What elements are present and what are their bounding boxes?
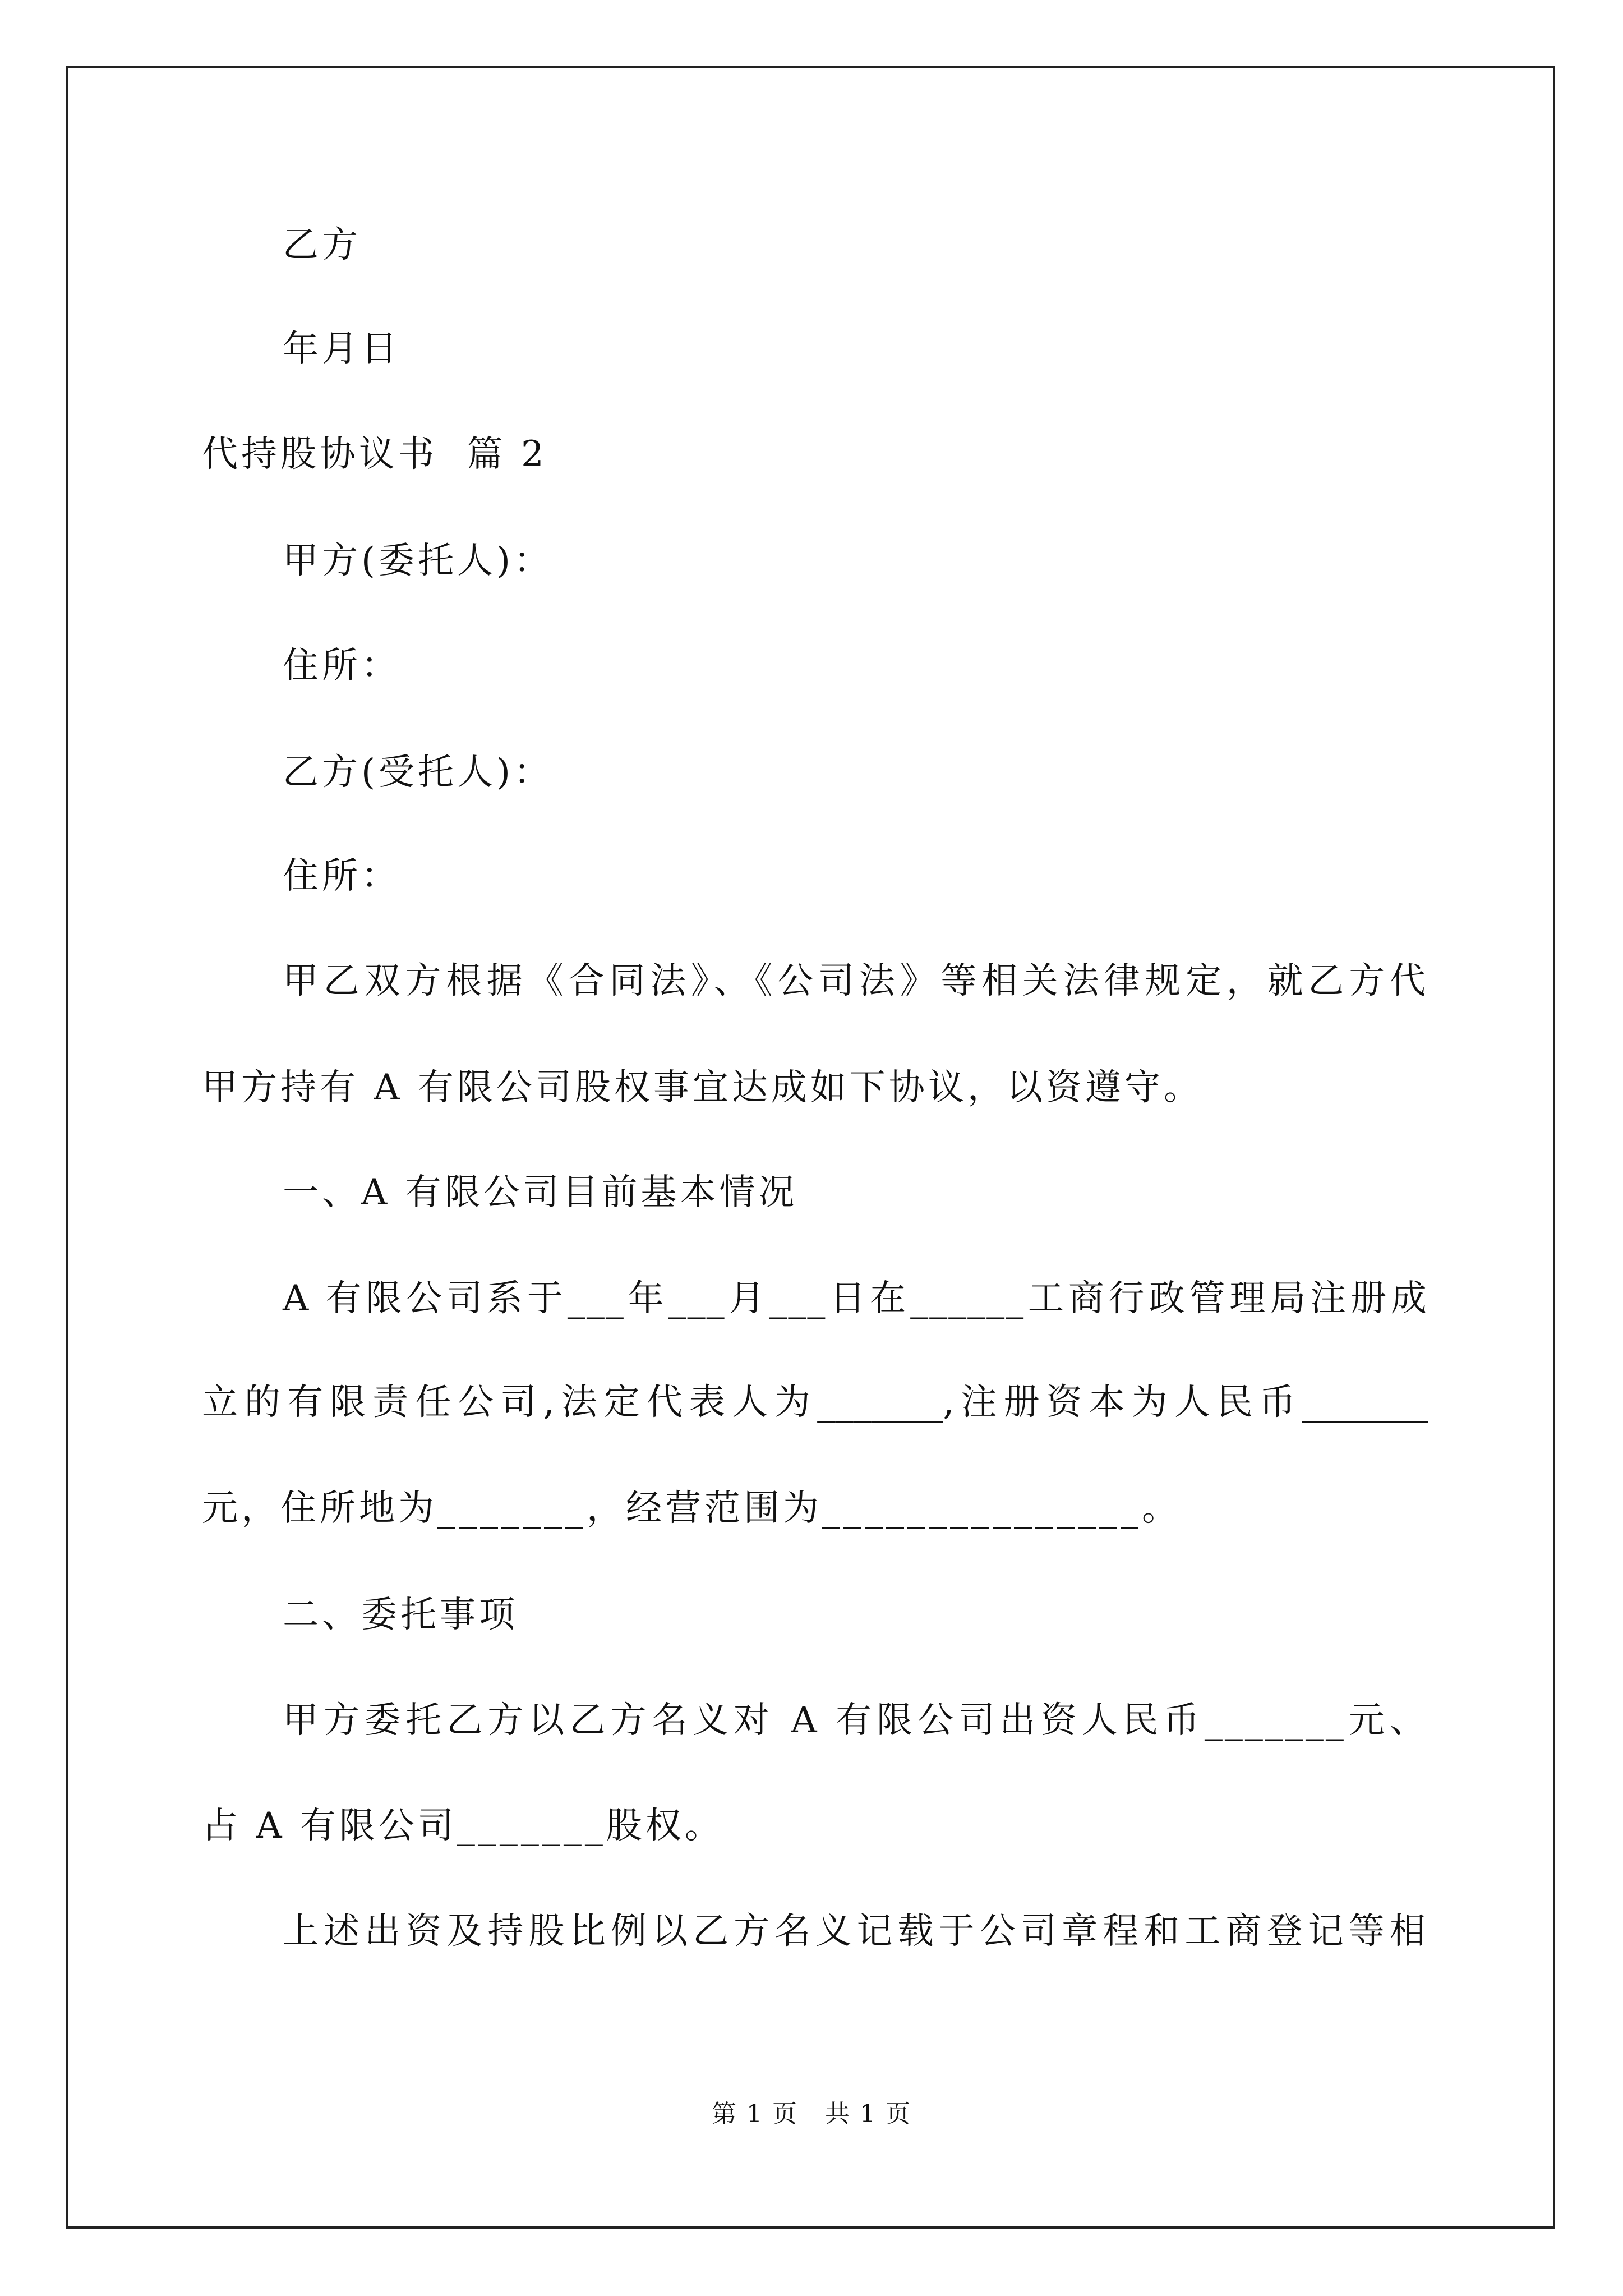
heading-2: 二、委托事项 [283, 1594, 518, 1636]
party-b-signature-label: 乙方 [283, 224, 361, 266]
heading-1: 一、A 有限公司目前基本情况 [283, 1172, 798, 1213]
party-b-address-label: 住所： [283, 855, 400, 897]
date-label: 年月日 [283, 328, 400, 370]
page-footer: 第 1 页 共 1 页 [712, 2100, 911, 2128]
paragraph-line: A 有限公司系于___年___月___日在______工商行政管理局注册成 [283, 1278, 1428, 1319]
section-title: 代持股协议书 篇 2 [202, 434, 547, 475]
party-a-address-label: 住所： [283, 645, 400, 687]
paragraph-line: 上述出资及持股比例以乙方名义记载于公司章程和工商登记等相 [283, 1911, 1428, 1952]
paragraph-line: 立的有限责任公司,法定代表人为_______,注册资本为人民币_______ [202, 1382, 1428, 1423]
party-b-label: 乙方(受托人)： [283, 752, 553, 793]
paragraph-line: 占 A 有限公司_______股权。 [202, 1805, 724, 1847]
paragraph-line: 甲方持有 A 有限公司股权事宜达成如下协议，以资遵守。 [202, 1067, 1203, 1108]
page-border [66, 66, 1555, 2229]
paragraph-line: 元，住所地为_______，经营范围为_______________。 [202, 1488, 1181, 1529]
paragraph-line: 甲乙双方根据《合同法》、《公司法》等相关法律规定，就乙方代 [283, 960, 1428, 1002]
party-a-label: 甲方(委托人)： [283, 540, 553, 582]
paragraph-line: 甲方委托乙方以乙方名义对 A 有限公司出资人民币_______元、 [283, 1700, 1428, 1741]
